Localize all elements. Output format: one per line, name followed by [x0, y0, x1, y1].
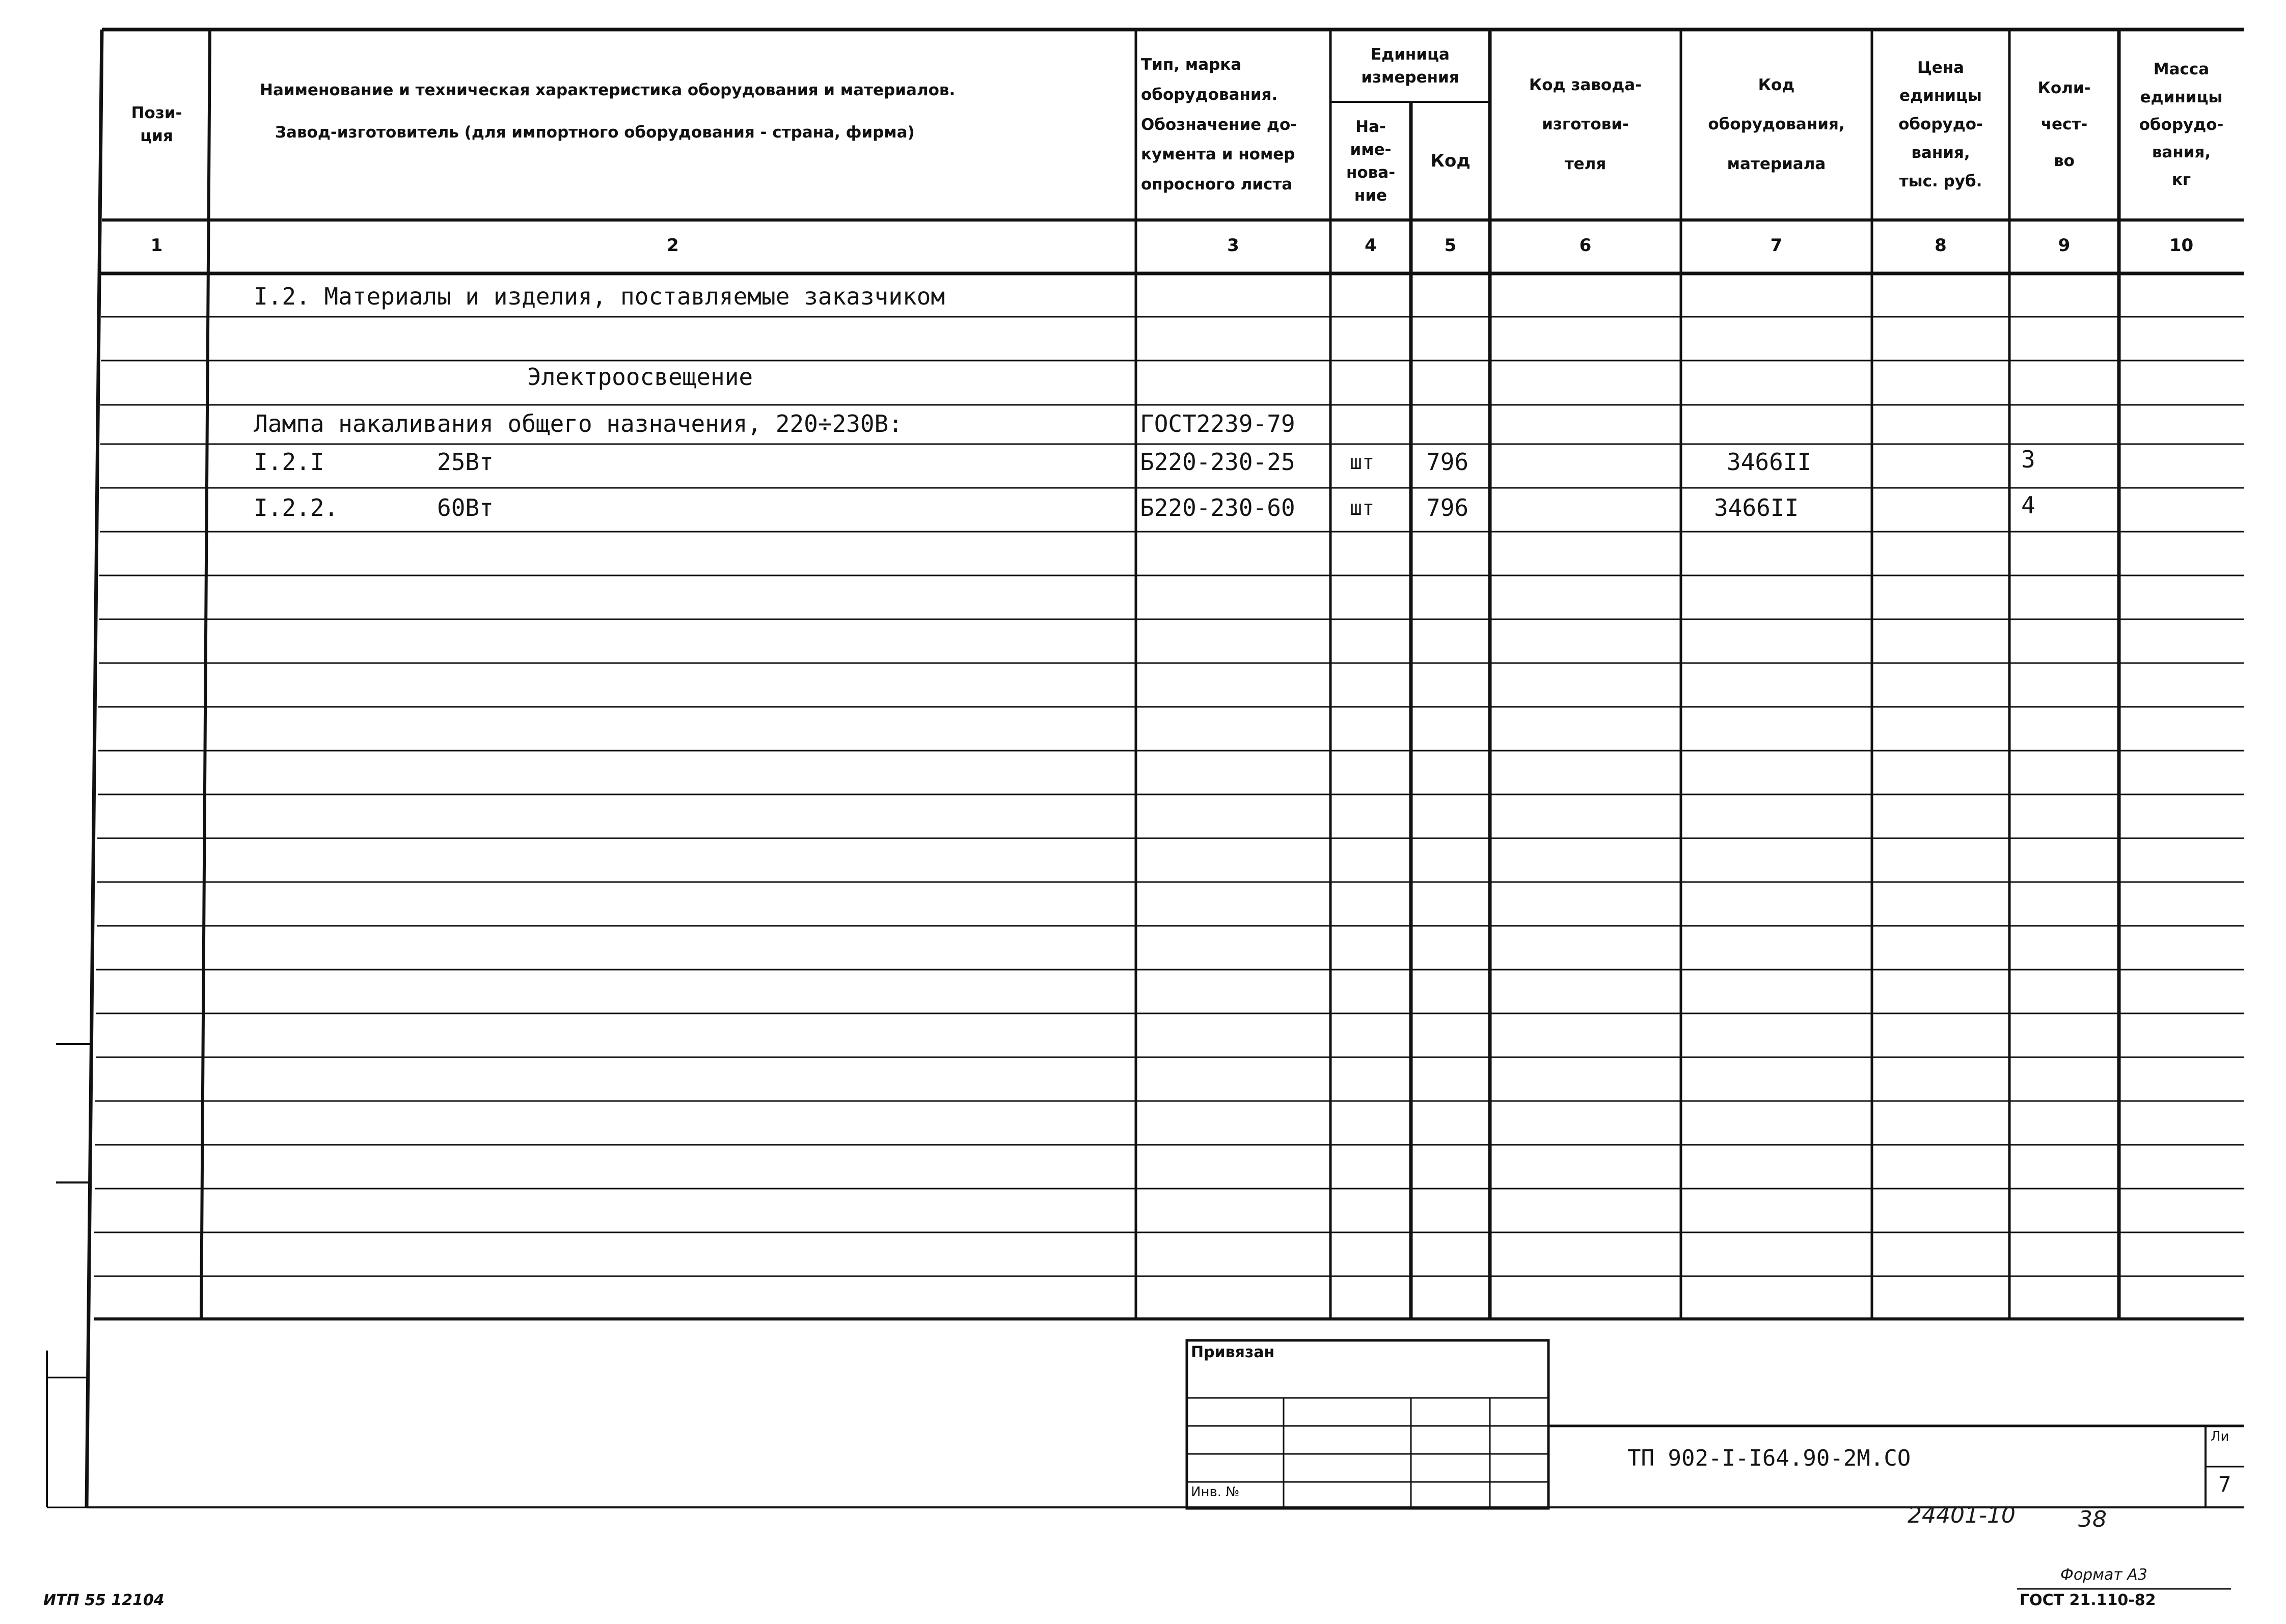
- column-number: 4: [1365, 235, 1377, 256]
- header-unit-group: [1330, 32, 1490, 100]
- column-number: 6: [1579, 235, 1592, 256]
- subsection-heading: Электроосвещение: [527, 363, 753, 391]
- item-material-code: 3466II: [1714, 494, 1799, 521]
- column-number: 8: [1935, 235, 1947, 256]
- item-quantity: 3: [2021, 446, 2035, 473]
- header-unit-code: [1411, 104, 1490, 219]
- item-material-code: 3466II: [1727, 448, 1812, 476]
- sheet-number: 7: [2218, 1472, 2231, 1497]
- header-name-line1: Наименование и техническая характеристика оборудования и материалов.: [260, 81, 956, 99]
- item-type: Б220-230-60: [1140, 494, 1295, 521]
- handwritten-page: 38: [2078, 1506, 2107, 1532]
- document-code: ТП 902-I-I64.90-2М.СО: [1627, 1445, 1911, 1471]
- header-position: [104, 31, 209, 219]
- column-number: 9: [2058, 235, 2071, 256]
- header-name-line2: Завод-изготовитель (для импортного оборудования - страна, фирма): [275, 123, 915, 142]
- header-price-text: Цена единицы оборудо- вания, тыс. руб.: [1898, 58, 1983, 190]
- header-position-text: Пози- ция: [131, 104, 182, 145]
- format-label: Формат А3: [2060, 1566, 2147, 1584]
- header-unit-name-text: На- име- нова- ние: [1346, 118, 1396, 205]
- stamp-inv-label: Инв. №: [1191, 1484, 1240, 1500]
- header-type: [1141, 31, 1327, 219]
- header-mass-text: Масса единицы оборудо- вания, кг: [2139, 60, 2224, 189]
- item-unit: шт: [1350, 451, 1375, 474]
- header-quantity: [2009, 31, 2119, 219]
- item-unit-code: 796: [1426, 494, 1469, 521]
- item-unit-code: 796: [1426, 448, 1469, 476]
- header-factory-code: [1490, 31, 1681, 219]
- header-mass: [2119, 31, 2244, 219]
- print-code: ИТП 55 12104: [43, 1591, 165, 1609]
- item-group-standard: ГОСТ2239-79: [1140, 410, 1295, 437]
- header-unit-group-text: Единица измерения: [1361, 45, 1459, 87]
- item-group-name: Лампа накаливания общего назначения, 220÷230В:: [254, 410, 903, 437]
- header-material-code-text: Код оборудования, материала: [1708, 75, 1845, 173]
- column-number: 1: [150, 235, 163, 256]
- item-name: I.2.I 25Вт: [254, 448, 494, 476]
- column-number: 3: [1227, 235, 1239, 256]
- item-type: Б220-230-25: [1140, 448, 1295, 476]
- header-material-code: [1681, 31, 1872, 219]
- header-unit-code-text: Код: [1430, 151, 1471, 172]
- item-name: I.2.2. 60Вт: [254, 494, 494, 521]
- gost-standard: ГОСТ 21.110-82: [2020, 1591, 2156, 1609]
- sheet-label: Ли: [2211, 1429, 2229, 1444]
- column-number: 5: [1444, 235, 1457, 256]
- header-factory-code-text: Код завода- изготови- теля: [1529, 75, 1642, 173]
- handwritten-number: 24401-10: [1908, 1502, 2016, 1528]
- item-quantity: 4: [2021, 491, 2035, 519]
- item-unit: шт: [1350, 497, 1375, 520]
- header-name: [224, 31, 1131, 219]
- header-unit-name: [1330, 104, 1411, 219]
- header-quantity-text: Коли- чест- во: [2037, 79, 2091, 170]
- stamp-attached-label: Привязан: [1191, 1343, 1275, 1361]
- header-price: [1872, 31, 2009, 219]
- section-heading: I.2. Материалы и изделия, поставляемые заказчиком: [254, 283, 945, 310]
- column-number: 10: [2169, 235, 2194, 256]
- column-number: 7: [1770, 235, 1783, 256]
- header-type-text: Тип, марка оборудования. Обозначение до- кумента и номер опросного листа: [1141, 55, 1297, 194]
- column-number: 2: [667, 235, 679, 256]
